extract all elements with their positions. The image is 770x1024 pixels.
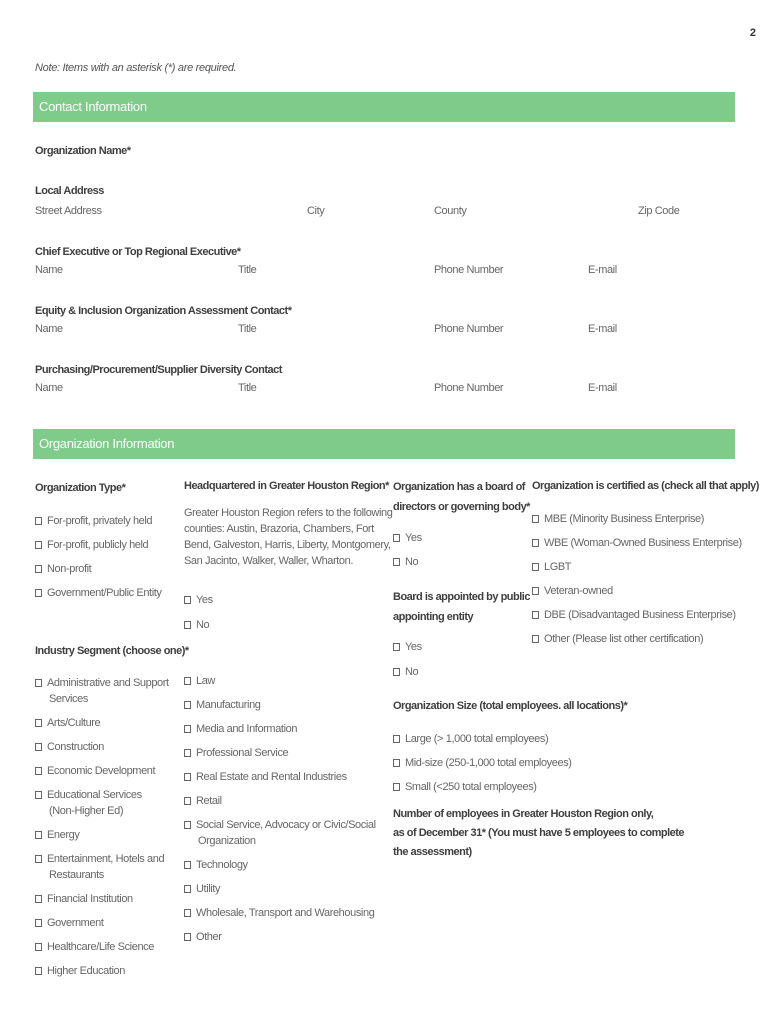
- org-section-header: [33, 429, 735, 459]
- checkbox[interactable]: [532, 587, 539, 595]
- board-label: Organization has a board of directors or governing body*: [393, 481, 530, 513]
- industry-option[interactable]: Real Estate and Rental Industries: [184, 769, 376, 785]
- eio-email-label: E-mail: [588, 323, 617, 335]
- checkbox[interactable]: [184, 821, 191, 829]
- checkbox[interactable]: [532, 611, 539, 619]
- eio-phone-label: Phone Number: [434, 323, 504, 335]
- checkbox[interactable]: [184, 773, 191, 781]
- purchasing-contact-label: Purchasing/Procurement/Supplier Diversity Contact: [35, 364, 282, 376]
- org-name-label: Organization Name*: [35, 145, 131, 157]
- cert-option[interactable]: Other (Please list other certification): [532, 631, 742, 655]
- eio-contact-label: Equity & Inclusion Organization Assessment Contact*: [35, 305, 292, 317]
- checkbox[interactable]: [35, 719, 42, 727]
- checkbox[interactable]: [35, 831, 42, 839]
- hq-no-option[interactable]: No: [184, 617, 209, 633]
- industry-option[interactable]: Utility: [184, 881, 376, 897]
- checkbox[interactable]: [35, 767, 42, 775]
- org-size-label: Organization Size (total employees. all locations)*: [393, 700, 628, 712]
- checkbox[interactable]: [35, 589, 42, 597]
- cert-label: Organization is certified as (check all that apply): [532, 480, 759, 492]
- checkbox[interactable]: [184, 677, 191, 685]
- industry-option[interactable]: Healthcare/Life Science: [35, 939, 169, 955]
- checkbox[interactable]: [184, 797, 191, 805]
- industry-option[interactable]: Entertainment, Hotels and Restaurants: [35, 851, 169, 883]
- checkbox[interactable]: [532, 635, 539, 643]
- appointed-no-option[interactable]: No: [393, 664, 418, 680]
- cert-option[interactable]: LGBT: [532, 559, 742, 583]
- industry-label: Industry Segment (choose one)*: [35, 645, 189, 657]
- checkbox[interactable]: [393, 668, 400, 676]
- org-type-option[interactable]: For-profit, privately held: [35, 513, 162, 537]
- purchasing-email-label: E-mail: [588, 382, 617, 394]
- checkbox[interactable]: [184, 885, 191, 893]
- checkbox[interactable]: [35, 565, 42, 573]
- checkbox[interactable]: [184, 861, 191, 869]
- appointed-label: Board is appointed by public appointing entity: [393, 591, 530, 623]
- industry-option[interactable]: Financial Institution: [35, 891, 169, 907]
- hq-label: Headquartered in Greater Houston Region*: [184, 480, 389, 492]
- industry-option[interactable]: Arts/Culture: [35, 715, 169, 731]
- org-type-option[interactable]: Non-profit: [35, 561, 162, 585]
- industry-option[interactable]: Administrative and Support Services: [35, 675, 169, 707]
- chief-executive-label: Chief Executive or Top Regional Executive*: [35, 246, 241, 258]
- checkbox[interactable]: [184, 933, 191, 941]
- county-label: County: [434, 205, 467, 217]
- street-address-label: Street Address: [35, 205, 102, 217]
- chief-name-label: Name: [35, 264, 63, 276]
- board-no-option[interactable]: No: [393, 554, 418, 570]
- checkbox[interactable]: [35, 943, 42, 951]
- purchasing-name-label: Name: [35, 382, 63, 394]
- industry-option[interactable]: Law: [184, 673, 376, 689]
- employees-label: Number of employees in Greater Houston Region only, as of December 31* (You must have 5 employees to complete the assessment): [393, 808, 685, 858]
- industry-option[interactable]: Educational Services (Non-Higher Ed): [35, 787, 169, 819]
- board-yes-option[interactable]: Yes: [393, 530, 422, 546]
- industry-option[interactable]: Professional Service: [184, 745, 376, 761]
- org-section-title: Organization Information: [39, 436, 175, 451]
- org-type-option[interactable]: Government/Public Entity: [35, 585, 162, 609]
- cert-option[interactable]: DBE (Disadvantaged Business Enterprise): [532, 607, 742, 631]
- industry-options-left: [35, 675, 169, 987]
- contact-section-header: [33, 92, 735, 122]
- cert-option[interactable]: WBE (Woman-Owned Business Enterprise): [532, 535, 742, 559]
- chief-email-label: E-mail: [588, 264, 617, 276]
- purchasing-phone-label: Phone Number: [434, 382, 504, 394]
- hq-yes-option[interactable]: Yes: [184, 592, 213, 608]
- industry-option[interactable]: Social Service, Advocacy or Civic/Social Organization: [184, 817, 376, 849]
- appointed-yes-option[interactable]: Yes: [393, 639, 422, 655]
- org-size-option[interactable]: Mid-size (250-1,000 total employees): [393, 755, 572, 779]
- checkbox[interactable]: [35, 541, 42, 549]
- checkbox[interactable]: [35, 855, 42, 863]
- chief-title-label: Title: [238, 264, 257, 276]
- eio-name-label: Name: [35, 323, 63, 335]
- checkbox[interactable]: [35, 919, 42, 927]
- hq-description: Greater Houston Region refers to the following counties: Austin, Brazoria, Chambers, Fort Bend, Galveston, Harris, Liberty, Montgomery, San Jacinto, Walker, Waller, Wharton.: [184, 507, 393, 567]
- checkbox[interactable]: [184, 701, 191, 709]
- checkbox[interactable]: [393, 759, 400, 767]
- industry-option[interactable]: Retail: [184, 793, 376, 809]
- industry-option[interactable]: Technology: [184, 857, 376, 873]
- checkbox[interactable]: [393, 735, 400, 743]
- cert-options: [532, 511, 742, 655]
- checkbox[interactable]: [184, 621, 191, 629]
- industry-option[interactable]: Construction: [35, 739, 169, 755]
- org-type-option[interactable]: For-profit, publicly held: [35, 537, 162, 561]
- eio-title-label: Title: [238, 323, 257, 335]
- checkbox[interactable]: [35, 743, 42, 751]
- industry-option[interactable]: Other: [184, 929, 376, 945]
- checkbox[interactable]: [35, 517, 42, 525]
- zip-code-label: Zip Code: [638, 205, 680, 217]
- industry-option[interactable]: Economic Development: [35, 763, 169, 779]
- page-number: 2: [749, 27, 756, 39]
- local-address-label: Local Address: [35, 185, 104, 197]
- industry-option[interactable]: Energy: [35, 827, 169, 843]
- checkbox[interactable]: [184, 596, 191, 604]
- purchasing-title-label: Title: [238, 382, 257, 394]
- chief-phone-label: Phone Number: [434, 264, 504, 276]
- checkbox[interactable]: [35, 791, 42, 799]
- org-type-label: Organization Type*: [35, 482, 126, 494]
- cert-option[interactable]: MBE (Minority Business Enterprise): [532, 511, 742, 535]
- industry-option[interactable]: Wholesale, Transport and Warehousing: [184, 905, 376, 921]
- checkbox[interactable]: [393, 643, 400, 651]
- industry-option[interactable]: Manufacturing: [184, 697, 376, 713]
- org-size-options: [393, 731, 572, 803]
- industry-option[interactable]: Media and Information: [184, 721, 376, 737]
- checkbox[interactable]: [532, 563, 539, 571]
- checkbox[interactable]: [184, 725, 191, 733]
- city-label: City: [307, 205, 325, 217]
- required-note: Note: Items with an asterisk (*) are required.: [35, 62, 237, 74]
- industry-option[interactable]: Higher Education: [35, 963, 169, 979]
- checkbox[interactable]: [393, 783, 400, 791]
- org-type-options: [35, 513, 162, 609]
- contact-section-title: Contact Information: [39, 99, 147, 114]
- checkbox[interactable]: [393, 534, 400, 542]
- industry-options-right: [184, 673, 376, 953]
- checkbox[interactable]: [35, 895, 42, 903]
- cert-option[interactable]: Veteran-owned: [532, 583, 742, 607]
- checkbox[interactable]: [393, 558, 400, 566]
- industry-option[interactable]: Government: [35, 915, 169, 931]
- checkbox[interactable]: [532, 515, 539, 523]
- checkbox[interactable]: [532, 539, 539, 547]
- org-size-option[interactable]: Small (<250 total employees): [393, 779, 572, 803]
- checkbox[interactable]: [35, 679, 42, 687]
- checkbox[interactable]: [184, 749, 191, 757]
- checkbox[interactable]: [35, 967, 42, 975]
- checkbox[interactable]: [184, 909, 191, 917]
- org-size-option[interactable]: Large (> 1,000 total employees): [393, 731, 572, 755]
